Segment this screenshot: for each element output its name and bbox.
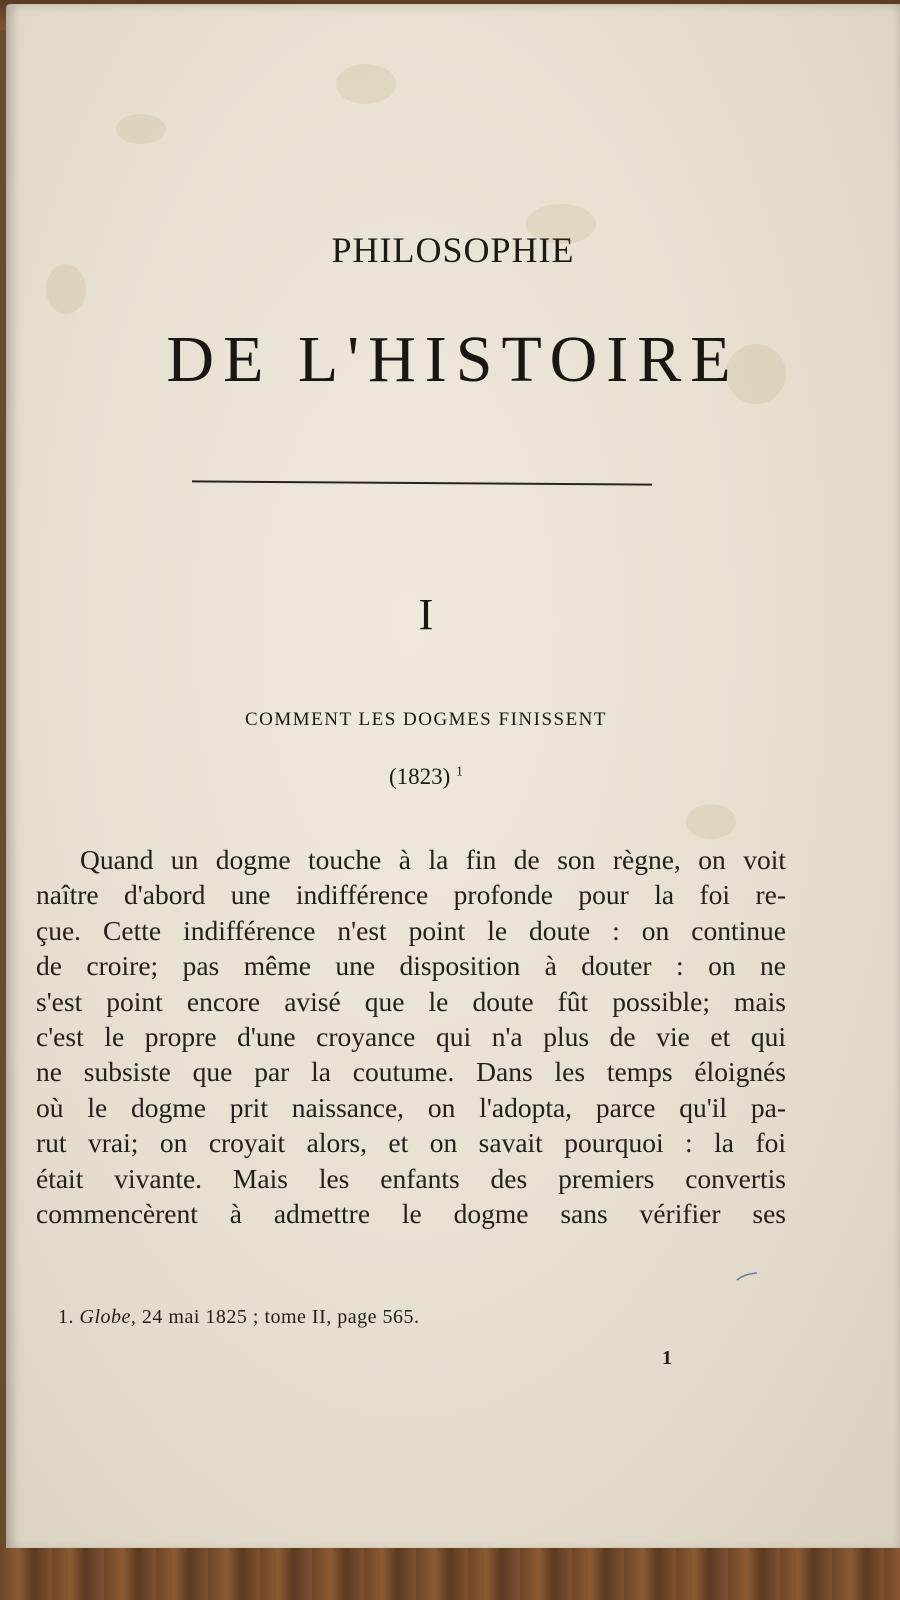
table-background-bottom xyxy=(0,1548,900,1600)
book-page xyxy=(6,4,900,1556)
footnote-details: 24 mai 1825 ; tome II, page 565. xyxy=(141,1306,420,1328)
paper-stain xyxy=(336,64,396,104)
text-line: ne subsiste que par la coutume. Dans les temps éloignés xyxy=(36,1056,786,1088)
ink-mark-icon xyxy=(736,1272,758,1282)
text-line: était vivante. Mais les enfants des premiers convertis xyxy=(36,1162,786,1194)
footnote xyxy=(58,1306,420,1329)
text-line: rut vrai; on croyait alors, et on savait pourquoi : la foi xyxy=(36,1127,786,1159)
body-paragraph xyxy=(36,842,786,1231)
text-line: s'est point encore avisé que le doute fût possible; mais xyxy=(36,985,786,1017)
paper-stain xyxy=(116,114,166,144)
text-line: Quand un dogme touche à la fin de son règne, on voit xyxy=(80,844,786,875)
paper-stain xyxy=(46,264,86,314)
footnote-source: Globe, xyxy=(79,1306,137,1328)
title-divider xyxy=(192,480,652,485)
text-line: où le dogme prit naissance, on l'adopta, parce qu'il pa- xyxy=(36,1091,786,1123)
paper-stain xyxy=(686,804,736,839)
text-line: naître d'abord une indifférence profonde pour la foi re- xyxy=(36,879,786,911)
footnote-reference: 1 xyxy=(456,764,464,780)
chapter-title: COMMENT LES DOGMES FINISSENT xyxy=(244,709,608,730)
book-title: DE L'HISTOIRE xyxy=(166,323,740,396)
footnote-marker: 1. xyxy=(58,1306,74,1328)
page-number: 1 xyxy=(662,1347,672,1369)
text-line: çue. Cette indifférence n'est point le doute : on continue xyxy=(36,914,786,946)
text-line: commencèrent à admettre le dogme sans vérifier ses xyxy=(36,1197,786,1229)
chapter-date-text: (1823) xyxy=(388,764,451,789)
chapter-number: I xyxy=(418,590,434,639)
chapter-date xyxy=(6,764,846,790)
text-line: c'est le propre d'une croyance qui n'a plus de vie et qui xyxy=(36,1020,786,1052)
running-title: PHILOSOPHIE xyxy=(331,230,575,270)
text-line: de croire; pas même une disposition à douter : on ne xyxy=(36,950,786,982)
